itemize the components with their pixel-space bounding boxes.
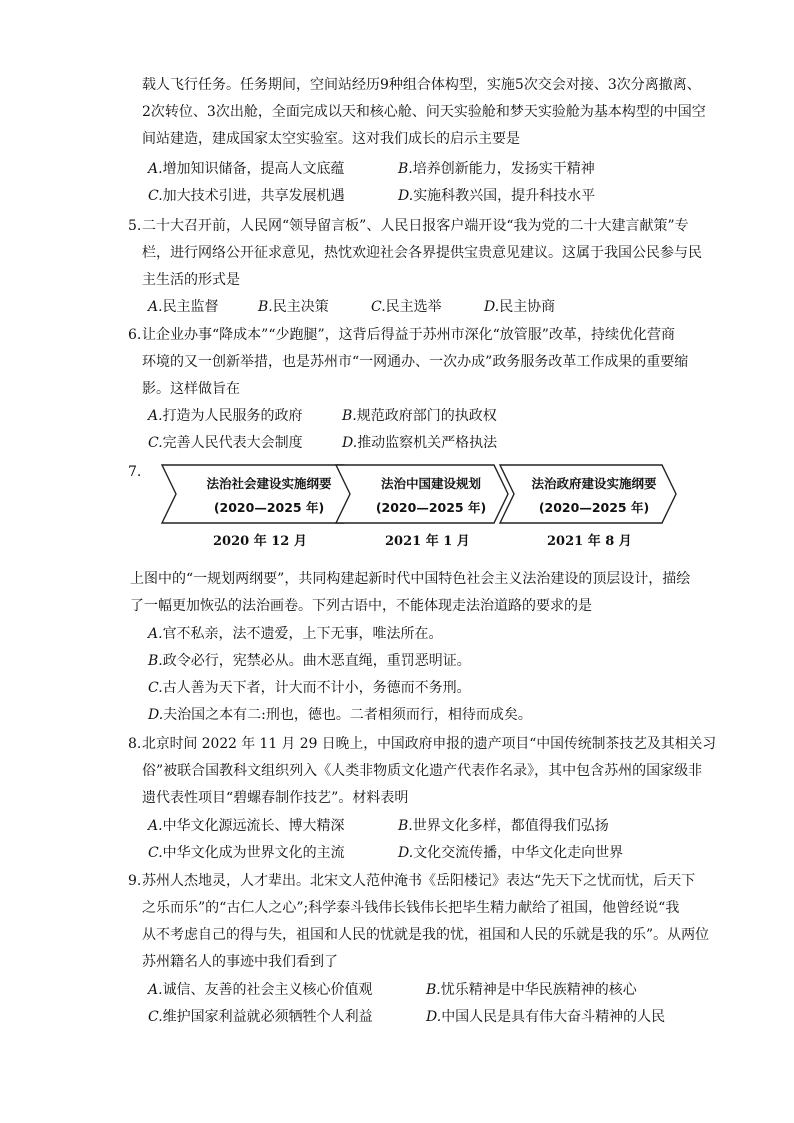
q9-option-b: B.忧乐精神是中华民族精神的核心 xyxy=(426,982,637,998)
q8-option-a: A.中华文化源远流长、博大精深 xyxy=(148,818,345,834)
q9-line-3: 从不考虑自己的得与失，祖国和人民的忧就是我的忧，祖国和人民的乐就是我的乐”。从两位 xyxy=(142,927,710,943)
plan-1-title: 法治社会建设实施纲要 xyxy=(206,476,332,491)
q9-line-4: 苏州籍名人的事迹中我们看到了 xyxy=(142,954,338,970)
q6-number: 6. xyxy=(128,327,142,343)
q9-option-d: D.中国人民是具有伟大奋斗精神的人民 xyxy=(426,1009,666,1025)
q4-line-2: 2次转位、3次出舱，全面完成以天和核心舱、问天实验舱和梦天实验舱为基本构型的中国空 xyxy=(142,104,706,120)
q8-option-b: B.世界文化多样，都值得我们弘扬 xyxy=(398,818,609,834)
plan-2-date: 2021 年 1 月 xyxy=(385,534,470,549)
q9-line-1: 苏州人杰地灵，人才辈出。北宋文人范仲淹书《岳阳楼记》表达“先天下之忧而忧，后天下 xyxy=(142,873,696,889)
q4-option-c: C.加大技术引进，共享发展机遇 xyxy=(148,188,345,204)
q7-option-a: A.官不私亲，法不遗爱，上下无事，唯法所在。 xyxy=(148,626,443,642)
q8-option-d: D.文化交流传播，中华文化走向世界 xyxy=(398,845,624,861)
plan-3-date: 2021 年 8 月 xyxy=(547,534,632,549)
q7-option-c: C.古人善为天下者，计大而不计小，务德而不务刑。 xyxy=(148,680,471,696)
plan-3-years: (2020—2025 年) xyxy=(538,500,650,515)
q8-line-1: 北京时间 2022 年 11 月 29 日晚上，中国政府申报的遗产项目“中国传统制茶技艺及其相关习 xyxy=(142,736,717,752)
q6-option-b: B.规范政府部门的执政权 xyxy=(342,408,497,424)
plan-3-title: 法治政府建设实施纲要 xyxy=(531,476,657,491)
q6-line-2: 环境的又一创新举措，也是苏州市“一网通办、一次办成”政务服务改革工作成果的重要缩 xyxy=(142,354,689,370)
plan-2-years: (2020—2025 年) xyxy=(375,500,487,515)
q7-line-2: 了一幅更加恢弘的法治画卷。下列古语中，不能体现走法治道路的要求的是 xyxy=(130,598,592,614)
q9-option-a: A.诚信、友善的社会主义核心价值观 xyxy=(148,982,373,998)
q9-line-2: 之乐而乐”的“古仁人之心”;科学泰斗钱伟长钱伟长把毕生精力献给了祖国，他曾经说“我 xyxy=(142,900,680,916)
q5-option-a: A.民主监督 xyxy=(148,299,219,315)
q7-option-b: B.政令必行，宪禁必从。曲木恶直绳，重罚恶明证。 xyxy=(148,653,471,669)
q5-option-d: D.民主协商 xyxy=(484,299,556,315)
q6-line-3: 影。这样做旨在 xyxy=(142,381,240,397)
q6-line-1: 让企业办事“降成本”“少跑腿”，这背后得益于苏州市深化“放管服”改革，持续优化营商 xyxy=(142,327,675,343)
q4-option-b: B.培养创新能力，发扬实干精神 xyxy=(398,161,595,177)
q6-option-c: C.完善人民代表大会制度 xyxy=(148,435,303,451)
plan-1-years: (2020—2025 年) xyxy=(213,500,325,515)
q5-option-b: B.民主决策 xyxy=(258,299,329,315)
q5-line-1: 二十大召开前，人民网“领导留言板”、人民日报客户端开设“我为党的二十大建言献策”专 xyxy=(142,218,689,234)
q4-line-1: 载人飞行任务。任务期间，空间站经历9种组合体构型，实施5次交会对接、3次分离撤离、 xyxy=(142,77,701,93)
q7-line-1: 上图中的“一规划两纲要”，共同构建起新时代中国特色社会主义法治建设的顶层设计，描绘 xyxy=(130,571,691,587)
plan-1-date: 2020 年 12 月 xyxy=(213,534,307,549)
q5-number: 5. xyxy=(128,218,142,234)
q8-line-3: 遗代表性项目“碧螺春制作技艺”。材料表明 xyxy=(142,790,409,806)
q8-line-2: 俗”被联合国教科文组织列入《人类非物质文化遗产代表作名录》，其中包含苏州的国家级非 xyxy=(142,763,703,779)
q9-option-c: C.维护国家利益就必须牺牲个人利益 xyxy=(148,1009,373,1025)
plan-2-title: 法治中国建设规划 xyxy=(380,476,481,491)
q5-option-c: C.民主选举 xyxy=(371,299,442,315)
q7-number: 7. xyxy=(128,464,142,480)
q5-line-2: 栏，进行网络公开征求意见，热忱欢迎社会各界提供宝贵意见建议。这属于我国公民参与民 xyxy=(142,245,702,261)
q6-option-a: A.打造为人民服务的政府 xyxy=(148,408,303,424)
q8-option-c: C.中华文化成为世界文化的主流 xyxy=(148,845,345,861)
q8-number: 8. xyxy=(128,736,142,752)
q5-line-3: 主生活的形式是 xyxy=(142,272,240,288)
q7-option-d: D.夫治国之本有二:刑也，德也。二者相须而行，相待而成矣。 xyxy=(148,707,532,723)
q4-option-a: A.增加知识储备，提高人文底蕴 xyxy=(148,161,345,177)
q6-option-d: D.推动监察机关严格执法 xyxy=(342,435,498,451)
q4-line-3: 间站建造，建成国家太空实验室。这对我们成长的启示主要是 xyxy=(142,131,520,147)
q4-option-d: D.实施科教兴国，提升科技水平 xyxy=(398,188,596,204)
q9-number: 9. xyxy=(128,873,142,889)
